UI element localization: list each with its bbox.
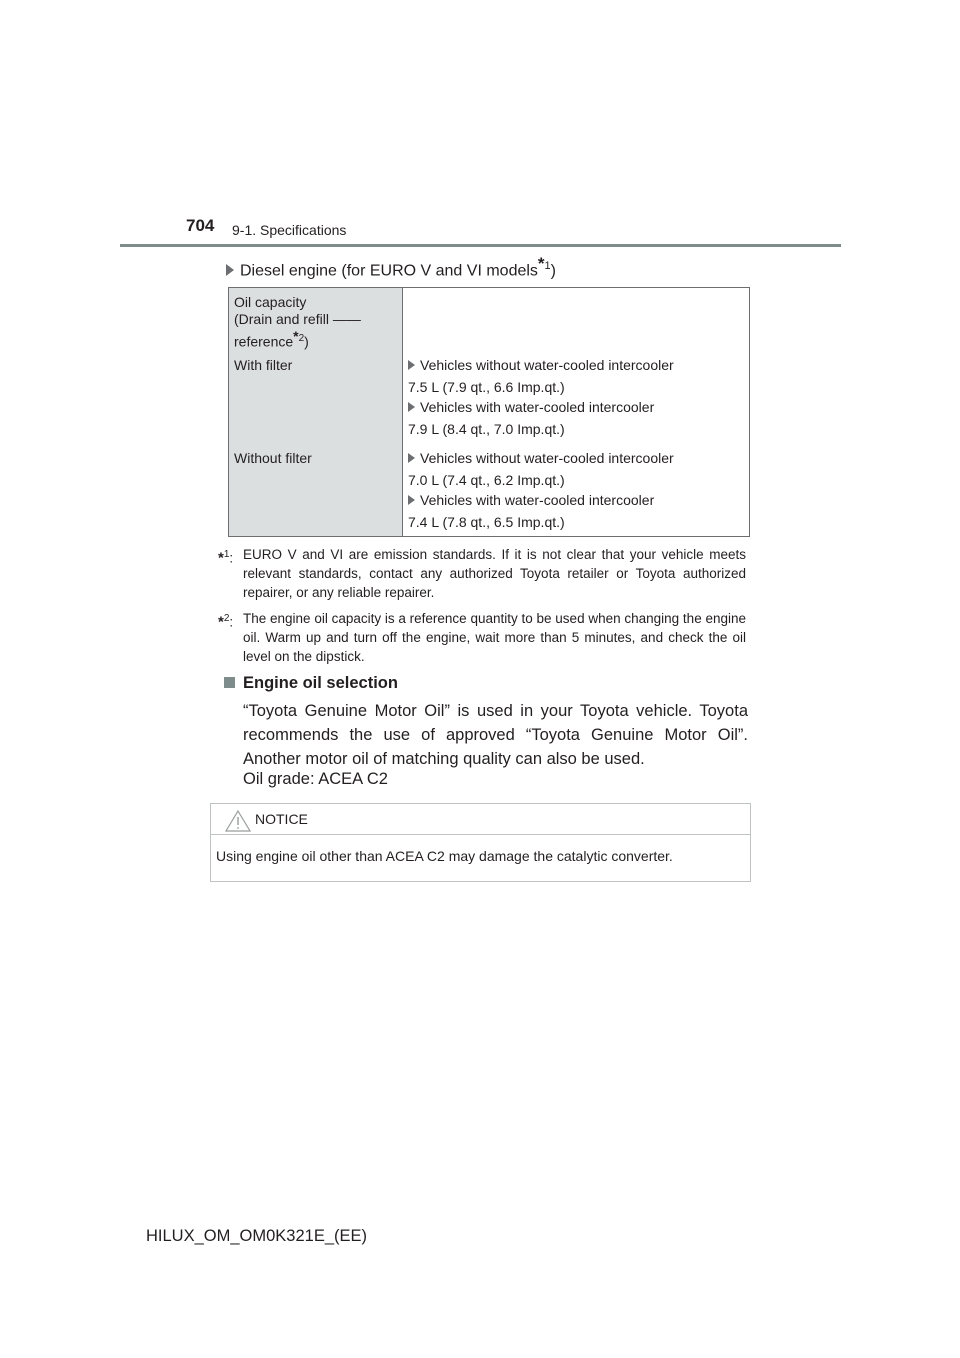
- triangle-bullet-icon: [408, 402, 415, 412]
- oil-capacity-table: [228, 287, 750, 537]
- header-rule: [120, 244, 841, 247]
- footnote-star-icon: *: [218, 549, 224, 567]
- footnote-star-icon: *: [293, 328, 299, 344]
- triangle-bullet-icon: [408, 495, 415, 505]
- condition-line: [408, 492, 654, 509]
- capacity-value: 7.4 L (7.8 qt., 6.5 Imp.qt.): [408, 514, 565, 530]
- engine-oil-selection-heading: [224, 674, 398, 693]
- capacity-value: 7.0 L (7.4 qt., 6.2 Imp.qt.): [408, 472, 565, 488]
- oil-grade: Oil grade: ACEA C2: [243, 770, 388, 788]
- triangle-bullet-icon: [226, 264, 234, 276]
- diesel-heading-marker: 1: [544, 260, 551, 272]
- footnote-marker: *$^2$:: [218, 613, 234, 631]
- footnote-star-icon: *: [218, 613, 224, 631]
- triangle-bullet-icon: [408, 453, 415, 463]
- triangle-bullet-icon: [408, 360, 415, 370]
- table-header-cell: [234, 294, 361, 351]
- page-number: 704: [186, 216, 215, 235]
- condition-text: Vehicles without water-cooled intercooler: [420, 357, 674, 373]
- diesel-heading-text: Diesel engine (for EURO V and VI models: [240, 262, 538, 280]
- header-line-3-text: reference: [234, 333, 294, 350]
- condition-line: [408, 357, 674, 374]
- header-line-1: Oil capacity: [234, 294, 307, 310]
- header-line-2: (Drain and refill ——: [234, 311, 361, 327]
- notice-header: [211, 804, 750, 835]
- condition-text: Vehicles with water-cooled intercooler: [420, 399, 655, 415]
- condition-line: [408, 450, 674, 467]
- footnote-star-icon: *: [537, 254, 545, 273]
- notice-box: [210, 803, 751, 882]
- header-line-3: [234, 328, 361, 351]
- footnote-1: [218, 545, 746, 602]
- footnote-text: EURO V and VI are emission standards. If it is not clear that your vehicle meets relevant standards, contact any authorized Toyota retailer or Toyota authorized repairer, or any reliable repairer.: [243, 547, 746, 600]
- footnote-number: 2: [223, 613, 230, 624]
- header-line-3-close: ): [304, 333, 309, 350]
- condition-text: Vehicles without water-cooled intercooler: [420, 450, 674, 466]
- notice-text: Using engine oil other than ACEA C2 may damage the catalytic converter.: [216, 848, 673, 864]
- subhead-text: Engine oil selection: [243, 674, 398, 692]
- oil-selection-paragraph: “Toyota Genuine Motor Oil” is used in your Toyota vehicle. Toyota recommends the use of approved “Toyota Genuine Motor Oil”. Another motor oil of matching quality can also be used.: [243, 702, 748, 768]
- row-label-with-filter: With filter: [234, 357, 293, 373]
- diesel-engine-heading: [226, 254, 556, 280]
- document-code: HILUX_OM_OM0K321E_(EE): [146, 1227, 368, 1245]
- footnote-marker: *$^1$:: [218, 549, 234, 567]
- square-bullet-icon: [224, 677, 235, 688]
- header-line-3-marker: 2: [298, 333, 305, 344]
- warning-triangle-icon: [225, 810, 251, 832]
- row-label-without-filter: Without filter: [234, 450, 312, 466]
- footnote-2: [218, 609, 746, 666]
- capacity-value: 7.5 L (7.9 qt., 6.6 Imp.qt.): [408, 379, 565, 395]
- diesel-heading-close: ): [550, 262, 556, 280]
- condition-text: Vehicles with water-cooled intercooler: [420, 492, 655, 508]
- footnote-number: 1: [223, 549, 230, 560]
- condition-line: [408, 399, 654, 416]
- capacity-value: 7.9 L (8.4 qt., 7.0 Imp.qt.): [408, 421, 565, 437]
- section-title: 9-1. Specifications: [232, 222, 347, 238]
- notice-label: NOTICE: [255, 811, 308, 827]
- footnote-text: The engine oil capacity is a reference quantity to be used when changing the engine oil. Warm up and turn off the engine, wait more than 5 minutes, and check the oil level on the dipstick.: [243, 611, 746, 664]
